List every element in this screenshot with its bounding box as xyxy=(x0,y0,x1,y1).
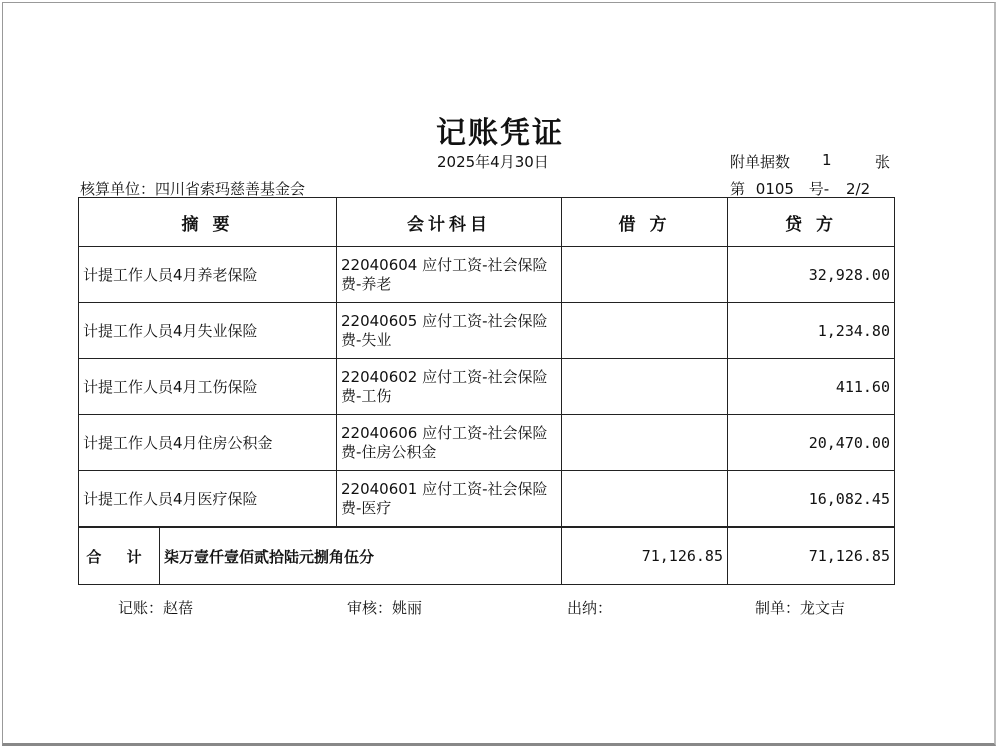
accounting-unit xyxy=(80,178,305,199)
header-account: 会计科目 xyxy=(337,198,562,247)
header-debit: 借 方 xyxy=(562,198,728,247)
preparer-label: 制单： xyxy=(755,599,801,617)
row-debit xyxy=(562,471,728,528)
attachments-unit: 张 xyxy=(875,153,891,171)
row-summary: 计提工作人员4月住房公积金 xyxy=(79,415,337,471)
page-indicator: 2/2 xyxy=(845,180,871,198)
header-summary: 摘 要 xyxy=(79,198,337,247)
attachments-count: 1 xyxy=(822,151,832,169)
row-account: 22040606 应付工资-社会保险费-住房公积金 xyxy=(337,415,562,471)
cashier-label: 出纳： xyxy=(567,599,613,617)
row-debit xyxy=(562,415,728,471)
total-label: 合 计 xyxy=(79,528,160,584)
preparer-name: 龙文吉 xyxy=(800,599,846,617)
unit-label: 核算单位： xyxy=(80,180,156,198)
bookkeeper-label: 记账： xyxy=(118,599,164,617)
reviewer-label: 审核： xyxy=(347,599,393,617)
total-debit: 71,126.85 xyxy=(562,527,728,585)
row-debit xyxy=(562,359,728,415)
row-account: 22040604 应付工资-社会保险费-养老 xyxy=(337,247,562,303)
cashier-signature xyxy=(567,597,612,618)
attachments-label: 附单据数 xyxy=(730,153,791,171)
table-row xyxy=(79,471,895,528)
row-summary: 计提工作人员4月养老保险 xyxy=(79,247,337,303)
number-value: 0105 xyxy=(755,180,794,198)
preparer-signature xyxy=(755,597,845,618)
row-credit: 32,928.00 xyxy=(728,247,895,303)
row-account: 22040602 应付工资-社会保险费-工伤 xyxy=(337,359,562,415)
table-row xyxy=(79,247,895,303)
header-credit: 贷 方 xyxy=(728,198,895,247)
total-credit: 71,126.85 xyxy=(728,527,895,585)
table-row xyxy=(79,415,895,471)
row-account: 22040605 应付工资-社会保险费-失业 xyxy=(337,303,562,359)
number-suffix: 号- xyxy=(808,180,830,198)
row-summary: 计提工作人员4月失业保险 xyxy=(79,303,337,359)
voucher-title: 记账凭证 xyxy=(436,116,564,151)
row-debit xyxy=(562,303,728,359)
row-credit: 411.60 xyxy=(728,359,895,415)
total-row xyxy=(79,527,895,585)
attachments-info xyxy=(730,151,891,172)
header-row xyxy=(79,198,895,247)
row-credit: 16,082.45 xyxy=(728,471,895,528)
number-prefix: 第 xyxy=(730,180,746,198)
voucher-date: 2025年4月30日 xyxy=(437,153,549,171)
row-summary: 计提工作人员4月医疗保险 xyxy=(79,471,337,528)
voucher-table xyxy=(78,197,895,585)
table-row xyxy=(79,359,895,415)
table-row xyxy=(79,303,895,359)
row-account: 22040601 应付工资-社会保险费-医疗 xyxy=(337,471,562,528)
reviewer-signature xyxy=(347,597,422,618)
unit-name: 四川省索玛慈善基金会 xyxy=(155,180,306,198)
total-cell xyxy=(79,527,562,585)
total-amount-words: 柒万壹仟壹佰贰拾陆元捌角伍分 xyxy=(164,547,375,566)
bookkeeper-name: 赵蓓 xyxy=(163,599,194,617)
reviewer-name: 姚丽 xyxy=(392,599,423,617)
voucher-number xyxy=(730,178,870,199)
row-credit: 1,234.80 xyxy=(728,303,895,359)
row-summary: 计提工作人员4月工伤保险 xyxy=(79,359,337,415)
bookkeeper-signature xyxy=(118,597,193,618)
row-debit xyxy=(562,247,728,303)
row-credit: 20,470.00 xyxy=(728,415,895,471)
